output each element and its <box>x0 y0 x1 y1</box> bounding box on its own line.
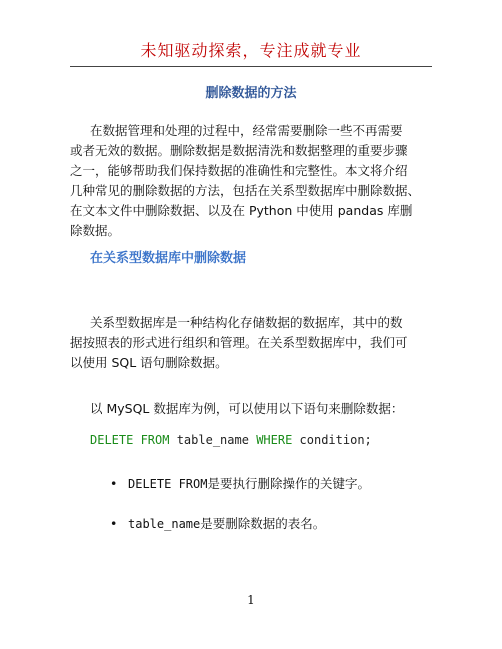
intro-line-5: 在文本文件中删除数据、以及在 Python 中使用 pandas 库删 <box>70 203 413 218</box>
bullet-text: 是要执行删除操作的关键字。 <box>207 476 370 491</box>
code-keyword-where: WHERE <box>256 433 293 447</box>
bullet-text: 是要删除数据的表名。 <box>200 516 326 531</box>
bullet-marker: • <box>110 476 118 491</box>
intro-paragraph <box>70 121 432 241</box>
intro-line-4: 几种常见的删除数据的方法，包括在关系型数据库中删除数据、 <box>70 183 421 198</box>
bullet-item <box>90 474 370 492</box>
section1-paragraph <box>70 313 432 373</box>
code-keyword-delete-from: DELETE FROM <box>90 433 170 447</box>
section1-line-3: 以使用 SQL 语句删除数据。 <box>70 355 228 370</box>
intro-line-3: 之一，能够帮助我们保持数据的准确性和完整性。本文将介绍 <box>70 163 408 178</box>
page-number: 1 <box>247 593 255 607</box>
bullet-marker: • <box>110 516 118 531</box>
section1-line-2: 据按照表的形式进行组织和管理。在关系型数据库中，我们可 <box>70 335 408 350</box>
example-intro: 以 MySQL 数据库为例，可以使用以下语句来删除数据： <box>90 401 404 416</box>
intro-line-2: 或者无效的数据。删除数据是数据清洗和数据整理的重要步骤 <box>70 143 408 158</box>
intro-line-6: 除数据。 <box>70 223 121 238</box>
document-title: 删除数据的方法 <box>205 86 297 101</box>
section1-line-1: 关系型数据库是一种结构化存储数据的数据库，其中的数 <box>90 315 403 330</box>
bullet-code: table_name <box>128 517 201 531</box>
header-divider <box>70 66 432 67</box>
bullet-item <box>90 514 325 532</box>
page-header: 未知驱动探索，专注成就专业 <box>140 41 362 60</box>
section-heading-relational-db: 在关系型数据库中删除数据 <box>90 251 247 266</box>
code-table-name: table_name <box>169 433 257 447</box>
intro-line-1: 在数据管理和处理的过程中，经常需要删除一些不再需要 <box>90 123 403 138</box>
code-condition: condition; <box>292 433 372 447</box>
sql-code-line <box>90 433 372 447</box>
bullet-code: DELETE FROM <box>128 477 208 491</box>
